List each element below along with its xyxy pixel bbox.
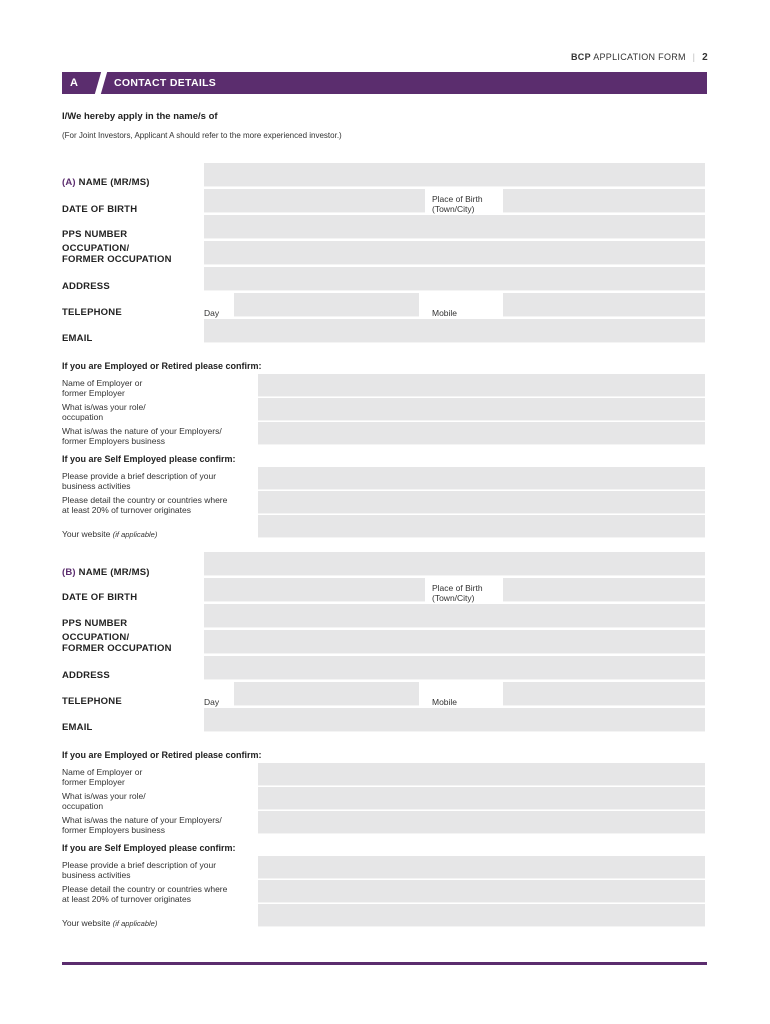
- role-label-line-2: occupation: [62, 801, 104, 811]
- day-label: Day: [204, 308, 220, 318]
- nature-label-line-1: What is/was the nature of your Employers/: [62, 426, 222, 436]
- applicant-prefix: (A): [62, 177, 76, 188]
- dob-input[interactable]: [204, 189, 425, 213]
- email-label: EMAIL: [62, 333, 93, 344]
- nature-label: [62, 426, 222, 446]
- pob-label: [432, 194, 483, 214]
- form-title: APPLICATION FORM: [593, 52, 686, 62]
- telephone-day-input[interactable]: [234, 682, 419, 706]
- website-label: [62, 918, 157, 929]
- email-input[interactable]: [204, 319, 705, 343]
- occupation-label: [62, 632, 172, 654]
- employer-input[interactable]: [258, 374, 705, 397]
- pps-label: PPS NUMBER: [62, 229, 128, 240]
- role-label: [62, 402, 146, 422]
- country-label-line-2: at least 20% of turnover originates: [62, 505, 191, 515]
- day-label: Day: [204, 697, 220, 707]
- section-letter: A: [70, 77, 78, 89]
- telephone-mobile-input[interactable]: [503, 293, 705, 317]
- website-input[interactable]: [258, 515, 705, 538]
- occupation-label-line-2: FORMER OCCUPATION: [62, 254, 172, 265]
- activities-label-line-1: Please provide a brief description of your: [62, 471, 217, 481]
- role-label-line-1: What is/was your role/: [62, 402, 146, 412]
- activities-label-line-1: Please provide a brief description of your: [62, 860, 217, 870]
- address-label: ADDRESS: [62, 670, 110, 681]
- activities-input[interactable]: [258, 856, 705, 879]
- self-employed-heading: If you are Self Employed please confirm:: [62, 843, 236, 853]
- self-employed-heading: If you are Self Employed please confirm:: [62, 454, 236, 464]
- applicant-prefix: (B): [62, 567, 76, 578]
- telephone-label: TELEPHONE: [62, 696, 122, 707]
- website-label-text: Your website: [62, 529, 111, 539]
- occupation-label: [62, 243, 172, 265]
- email-label: EMAIL: [62, 722, 93, 733]
- brand-name: BCP: [570, 52, 591, 62]
- name-label: [62, 177, 150, 188]
- pps-input[interactable]: [204, 604, 705, 628]
- pob-label: [432, 583, 483, 603]
- country-label: [62, 884, 227, 904]
- occupation-label-line-1: OCCUPATION/: [62, 243, 130, 254]
- section-title: CONTACT DETAILS: [114, 77, 217, 89]
- name-label-text: NAME (MR/MS): [78, 567, 150, 578]
- nature-label: [62, 815, 222, 835]
- telephone-label: TELEPHONE: [62, 307, 122, 318]
- email-input[interactable]: [204, 708, 705, 732]
- country-label: [62, 495, 227, 515]
- website-input[interactable]: [258, 904, 705, 927]
- role-label-line-2: occupation: [62, 412, 104, 422]
- country-input[interactable]: [258, 491, 705, 514]
- role-label: [62, 791, 146, 811]
- website-label-text: Your website: [62, 918, 111, 928]
- pob-input[interactable]: [503, 189, 705, 213]
- occupation-label-line-1: OCCUPATION/: [62, 632, 130, 643]
- name-label: [62, 567, 150, 578]
- pps-label: PPS NUMBER: [62, 618, 128, 629]
- occupation-label-line-2: FORMER OCCUPATION: [62, 643, 172, 654]
- employer-label-line-2: former Employer: [62, 777, 125, 787]
- nature-input[interactable]: [258, 811, 705, 834]
- employed-heading: If you are Employed or Retired please confirm:: [62, 361, 262, 371]
- address-input[interactable]: [204, 656, 705, 680]
- telephone-day-input[interactable]: [234, 293, 419, 317]
- pob-label-line-2: (Town/City): [432, 204, 475, 214]
- telephone-mobile-input[interactable]: [503, 682, 705, 706]
- country-label-line-1: Please detail the country or countries where: [62, 495, 228, 505]
- mobile-label: Mobile: [432, 308, 458, 318]
- name-label-text: NAME (MR/MS): [78, 177, 150, 188]
- pob-label-line-1: Place of Birth: [432, 583, 483, 593]
- role-input[interactable]: [258, 398, 705, 421]
- page-header: [571, 52, 708, 63]
- activities-label: [62, 471, 216, 491]
- footer-rule: [62, 962, 707, 965]
- employer-label-line-1: Name of Employer or: [62, 378, 143, 388]
- mobile-label: Mobile: [432, 697, 458, 707]
- employer-label: [62, 378, 142, 398]
- pob-input[interactable]: [503, 578, 705, 602]
- pps-input[interactable]: [204, 215, 705, 239]
- header-divider: |: [692, 52, 696, 62]
- dob-label: DATE OF BIRTH: [62, 592, 138, 603]
- nature-label-line-1: What is/was the nature of your Employers/: [62, 815, 222, 825]
- website-note: (if applicable): [112, 919, 158, 928]
- dob-input[interactable]: [204, 578, 425, 602]
- name-input[interactable]: [204, 163, 705, 187]
- activities-label: [62, 860, 216, 880]
- country-input[interactable]: [258, 880, 705, 903]
- page-number: 2: [702, 52, 708, 63]
- address-label: ADDRESS: [62, 281, 110, 292]
- employer-label: [62, 767, 142, 787]
- address-input[interactable]: [204, 267, 705, 291]
- occupation-input[interactable]: [204, 241, 705, 265]
- nature-label-line-2: former Employers business: [62, 825, 165, 835]
- activities-label-line-2: business activities: [62, 870, 131, 880]
- pob-label-line-1: Place of Birth: [432, 194, 483, 204]
- joint-investor-note: (For Joint Investors, Applicant A should refer to the more experienced investor.): [62, 131, 342, 140]
- nature-input[interactable]: [258, 422, 705, 445]
- website-note: (if applicable): [112, 530, 158, 539]
- website-label: [62, 529, 157, 540]
- country-label-line-1: Please detail the country or countries where: [62, 884, 228, 894]
- employer-input[interactable]: [258, 763, 705, 786]
- pob-label-line-2: (Town/City): [432, 593, 475, 603]
- section-letter-box: [62, 72, 100, 94]
- intro-text: I/We hereby apply in the name/s of: [62, 111, 218, 122]
- employer-label-line-1: Name of Employer or: [62, 767, 143, 777]
- role-label-line-1: What is/was your role/: [62, 791, 146, 801]
- activities-input[interactable]: [258, 467, 705, 490]
- employed-heading: If you are Employed or Retired please confirm:: [62, 750, 262, 760]
- occupation-input[interactable]: [204, 630, 705, 654]
- role-input[interactable]: [258, 787, 705, 810]
- dob-label: DATE OF BIRTH: [62, 204, 138, 215]
- name-input[interactable]: [204, 552, 705, 576]
- activities-label-line-2: business activities: [62, 481, 131, 491]
- country-label-line-2: at least 20% of turnover originates: [62, 894, 191, 904]
- employer-label-line-2: former Employer: [62, 388, 125, 398]
- nature-label-line-2: former Employers business: [62, 436, 165, 446]
